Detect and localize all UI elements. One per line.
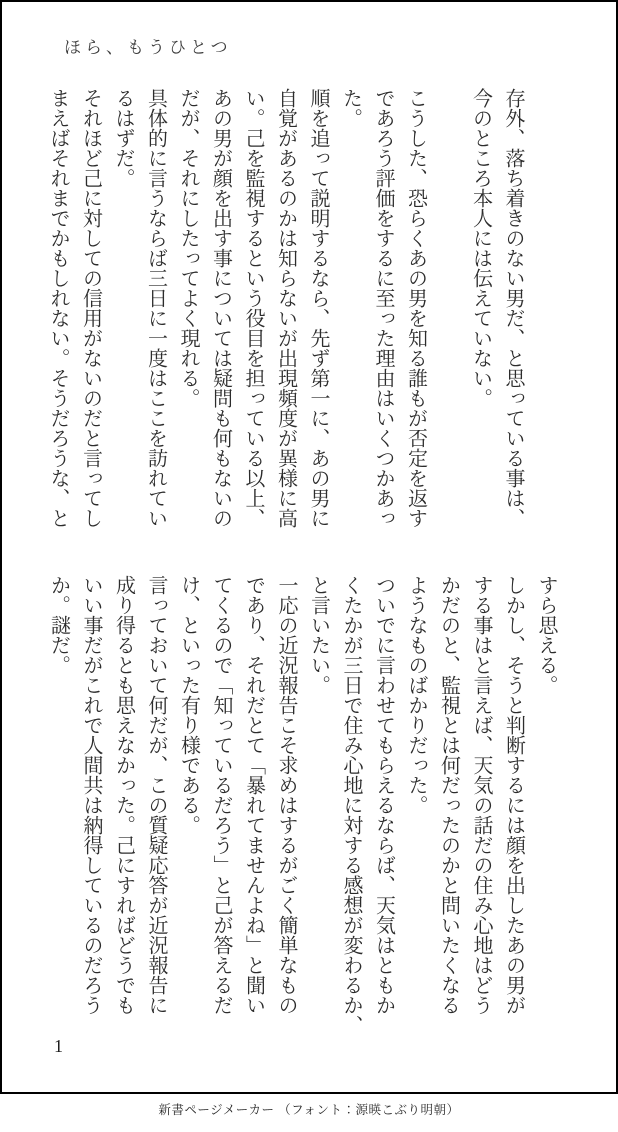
text-line: か。謎だ。 — [47, 575, 70, 675]
text-line: くたかが三日で住み心地に対する感想が変わるか、 — [340, 575, 362, 1035]
text-line: 具体的に言うならば三日に一度はここを訪れてい — [144, 88, 167, 528]
text-line: てくるので「知っているだろう」と己が答えるだ — [210, 575, 232, 1015]
page-header-title: ほら、もうひとつ — [64, 38, 232, 57]
footer-caption: 新書ページメーカー （フォント：源暎こぶり明朝） — [158, 1103, 460, 1117]
text-line: 一応の近況報告こそ求めはするがごく簡単なもの — [275, 575, 297, 1015]
text-line: 存外、落ち着きのない男だ、と思っている事は、 — [502, 88, 524, 528]
text-line: ようなものばかりだった。 — [405, 575, 427, 815]
text-line-blank — [432, 88, 465, 528]
text-line: 順を追って説明するなら、先ず第一に、あの男に — [307, 88, 329, 528]
text-line: た。 — [339, 88, 362, 128]
text-line: それほど己に対しての信用がないのだと言ってし — [79, 88, 102, 528]
text-line: こうした、恐らくあの男を知る誰もが否定を返す — [404, 88, 427, 528]
text-line: け、といった有り様である。 — [177, 575, 200, 835]
text-line: 言っておいて何だが、この質疑応答が近況報告に — [145, 575, 167, 1015]
text-line: であろう評価をするに至った理由はいくつかあっ — [372, 88, 394, 528]
text-line: だが、それにしたってよく現れる。 — [177, 88, 199, 408]
text-line: 自覚があるのかは知らないが出現頻度が異様に高 — [274, 88, 297, 528]
text-line: いい事だがこれで人間共は納得しているのだろう — [80, 575, 102, 1015]
text-line: まえばそれまでかもしれない。そうだろうな、と — [47, 88, 69, 528]
text-line: るはずだ。 — [112, 88, 134, 188]
text-line: と言いたい。 — [307, 575, 330, 695]
text-line: 今のところ本人には伝えていない。 — [469, 88, 492, 408]
text-line: であり、それだとて「暴れてませんよね」と聞い — [242, 575, 265, 1015]
text-line: 成り得るとも思えなかった。己にすればどうでも — [112, 575, 135, 1015]
page-number: 1 — [54, 1036, 63, 1056]
vertical-text-block-lower — [42, 575, 562, 1035]
text-line: あの男が顔を出す事については疑問も何もないの — [209, 88, 232, 528]
text-line: ついでに言わせてもらえるならば、天気はともか — [372, 575, 395, 1015]
vertical-text-block-upper — [42, 88, 530, 528]
text-line: しかし、そうと判断するには顔を出したあの男が — [502, 575, 525, 1015]
text-line: かだのと、監視とは何だったのかと問いたくなる — [437, 575, 460, 1015]
text-line: い。己を監視するという役目を担っている以上、 — [242, 88, 264, 528]
text-line: する事はと言えば、天気の話だの住み心地はどう — [470, 575, 492, 1015]
text-line: すら思える。 — [535, 575, 557, 695]
